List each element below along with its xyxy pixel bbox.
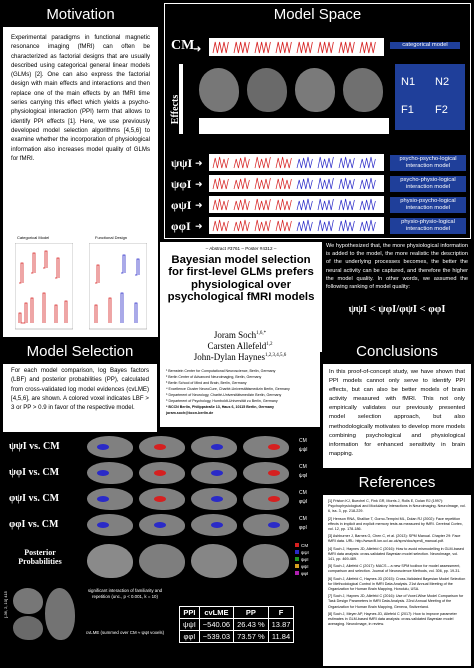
conclusions-text: In this proof-of-concept study, we have shown that PPI models cannot only serve to identify PPI effects, but can also be better models of brain activity measured with fMRI. This not only empirically validates our previously presented model selection approach, but also methodologically motivates to develop more models combining psychological and physiological information for enhanced sensitivity in brain mapping. bbox=[329, 369, 465, 457]
legend-label: ψφI bbox=[301, 557, 309, 562]
regressor-trace bbox=[276, 178, 291, 189]
regressor-trace bbox=[213, 199, 228, 210]
cm-label: CM bbox=[171, 38, 195, 53]
factor-f2: F2 bbox=[435, 104, 448, 116]
functional-design-matrix bbox=[89, 243, 147, 331]
affiliations bbox=[166, 368, 316, 416]
ppi-label-2: φψI bbox=[171, 198, 192, 212]
categorical-design-matrix bbox=[15, 243, 73, 331]
regressor-trace bbox=[297, 178, 312, 189]
references-panel bbox=[323, 471, 471, 666]
result-brain-coronal bbox=[13, 616, 43, 640]
effects-bars bbox=[199, 118, 389, 134]
author-allefeld: Carsten Allefeld bbox=[207, 341, 267, 351]
ppi-arrow-icon: ➜ bbox=[195, 200, 203, 210]
poster-title: Bayesian model selection for first-level GLMs prefers physiological over psychological fMRI models bbox=[167, 254, 315, 304]
reference-item: [3] Ashburner J, Barnes G, Chen C, et al. (2013): SPM Manual. Chapter 29: Face fMRI data. URL: http://www.fil.ion.ucl.ac.uk/spm/doc/spm8_manual.pdf. bbox=[328, 534, 461, 544]
cm-trace bbox=[276, 42, 291, 53]
table-header-cell: cvLME bbox=[199, 607, 233, 619]
regressor-trace bbox=[234, 157, 249, 168]
ppi-regressors-2 bbox=[209, 196, 384, 213]
posterior-brain-4 bbox=[243, 544, 289, 578]
reference-item: [1] Friston KJ, Buechel C, Fink GR, Morris J, Rolls E, Dolan RJ (1997): Psychophysiological and Modulatory Interactions in Neuroimaging. NeuroImage, vol. 6, iss. 3, pp. 218-229. bbox=[328, 499, 466, 514]
conclusions-panel bbox=[323, 340, 471, 468]
posterior-legend-item bbox=[295, 570, 321, 577]
regressor-trace bbox=[255, 178, 270, 189]
authors-block bbox=[160, 328, 320, 427]
affiliation-line: ¹ Bernstein Center for Computational Neuroscience, Berlin, Germany bbox=[166, 369, 276, 373]
ppi-desc-3: physio-physio-logical interaction model bbox=[390, 218, 466, 234]
reference-item: [8] Soch J, Meyer AP, Haynes JD, Allefeld C (2017): How to improve parameter estimates in GLM-based fMRI data analysis: cross-validated Bayesian model averaging. NeuroImage, in review. bbox=[328, 611, 457, 627]
regressor-trace bbox=[255, 157, 270, 168]
author-line-3 bbox=[160, 352, 320, 362]
ppi-label-3: φφI bbox=[171, 219, 191, 233]
regressor-trace bbox=[339, 157, 354, 168]
comparison-brain bbox=[191, 488, 237, 510]
table-cell: φφI bbox=[180, 631, 200, 643]
brain-slice-1 bbox=[199, 68, 239, 112]
regressor-trace bbox=[318, 178, 333, 189]
legend-model-b: φφI bbox=[299, 525, 307, 531]
hypothesis-panel bbox=[323, 242, 471, 328]
table-cell: ψψI bbox=[180, 619, 200, 631]
legend-swatch bbox=[295, 543, 299, 547]
brain-slice-4 bbox=[343, 68, 383, 112]
regressor-trace bbox=[318, 220, 333, 231]
ppi-arrow-icon: ➜ bbox=[195, 158, 203, 168]
factor-n1: N1 bbox=[401, 76, 416, 88]
regressor-trace bbox=[255, 220, 270, 231]
legend-model-a: CM bbox=[299, 438, 307, 444]
model-space-panel bbox=[164, 3, 471, 239]
legend-model-b: ψφI bbox=[299, 473, 308, 479]
comparison-brain bbox=[191, 514, 237, 536]
cm-trace bbox=[339, 42, 354, 53]
activation-blob bbox=[211, 470, 223, 476]
regressor-trace bbox=[213, 157, 228, 168]
affiliation-line: ⁴ Excellence Cluster NeuroCure, Charité-Universitätsmedizin Berlin, Germany bbox=[166, 387, 290, 391]
activation-blob bbox=[97, 444, 109, 450]
regressor-trace bbox=[276, 220, 291, 231]
ppi-desc-0: psycho-psycho-logical interaction model bbox=[390, 155, 466, 171]
ppi-arrow-icon: ➜ bbox=[195, 179, 203, 189]
comparison-brain bbox=[191, 462, 237, 484]
model-selection-panel bbox=[3, 340, 157, 432]
comparison-brain bbox=[87, 514, 133, 536]
cm-arrow-icon: ➜ bbox=[193, 44, 202, 55]
table-cell: 11.84 bbox=[268, 631, 294, 643]
cvlme-note: cvLME (summed over CM ≈ ψψI voxels) bbox=[85, 630, 165, 635]
reference-item: [6] Soch J, Allefeld C, Haynes JD (2015): Cross-Validated Bayesian Model Selection for Methodological Control in fMRI Data Analysis. 21st Annual Meeting of the Organization for Human Brain Mapping, Honolulu, USA. bbox=[328, 576, 466, 592]
comparison-brain bbox=[243, 436, 289, 458]
author-haynes-sup: 1,2,3,4,5,6 bbox=[265, 353, 287, 358]
abstract-number: – Abstract #3761 – Poster #4312 – bbox=[205, 246, 277, 251]
regressor-trace bbox=[318, 199, 333, 210]
ppi-arrow-icon: ➜ bbox=[195, 221, 203, 231]
cm-regressors bbox=[209, 38, 384, 56]
regressor-trace bbox=[360, 157, 375, 168]
legend-model-a: CM bbox=[299, 490, 307, 496]
posterior-legend-item bbox=[295, 549, 321, 556]
references-title: References bbox=[323, 471, 471, 495]
results-table bbox=[179, 606, 294, 643]
motivation-text: Experimental paradigms in functional magnetic resonance imaging (fMRI) can often be characterized as factorial designs that are usually described using categorical general linear models (GLMs) [2]. One can also express the factorial design with main effects and interactions and then replace one of the main effects by an fMRI time series carrying this effect which yields a psycho-physiological interaction (PPI) term that allows to identify PPI effects [1]. Here, we use previously developed model selection algorithms [4,5,6] to examine whether the incorporation of physiological information also increases model quality of GLMs for fMRI. bbox=[11, 34, 150, 162]
regressor-trace bbox=[276, 199, 291, 210]
affiliation-line: ² Berlin Center of Advanced Neuroimaging, Berlin, Germany bbox=[166, 375, 262, 379]
interaction-note: significant interaction of familiarity and repetition (unc., p < 0.001, k = 10) bbox=[87, 588, 163, 599]
effects-label: Effects bbox=[170, 94, 182, 125]
activation-blob bbox=[211, 496, 223, 502]
ppi-label-1: ψφI bbox=[171, 177, 192, 191]
author-line-1 bbox=[160, 330, 320, 340]
table-row bbox=[180, 619, 294, 631]
legend-swatch bbox=[295, 550, 299, 554]
activation-blob bbox=[211, 522, 223, 528]
cm-trace bbox=[360, 42, 375, 53]
posterior-legend-item bbox=[295, 563, 321, 570]
activation-blob bbox=[154, 470, 166, 476]
comparison-label-0: ψψI vs. CM bbox=[9, 441, 60, 452]
effects-brains bbox=[199, 64, 389, 116]
factor-grid bbox=[395, 64, 465, 130]
cm-desc: categorical model bbox=[390, 42, 460, 49]
affiliation-line: ³ Berlin School of Mind and Brain, Berlin, Germany bbox=[166, 381, 247, 385]
legend-model-a: CM bbox=[299, 516, 307, 522]
regressor-trace bbox=[297, 220, 312, 231]
result-brain-axial bbox=[45, 588, 75, 640]
table-row bbox=[180, 631, 294, 643]
reference-item: [7] Soch J, Haynes JD, Allefeld C (2016): Use of Voxel-Wise Model Comparison for Task Design Parameters in fMRI Data Analysis. 22nd Annual Meeting of the Organization for Human Brain Mapping, Geneva, Switzerland. bbox=[328, 594, 464, 609]
ppi-regressors-3 bbox=[209, 217, 384, 234]
posterior-legend-item bbox=[295, 556, 321, 563]
cm-trace bbox=[213, 42, 228, 53]
comparison-label-1: ψφI vs. CM bbox=[9, 467, 60, 478]
table-header-cell: F bbox=[268, 607, 294, 619]
activation-blob bbox=[268, 444, 280, 450]
factor-n2: N2 bbox=[435, 76, 450, 88]
comparison-label-2: φψI vs. CM bbox=[9, 493, 60, 504]
comparison-brain bbox=[87, 488, 133, 510]
cm-trace bbox=[318, 42, 333, 53]
activation-blob bbox=[97, 522, 109, 528]
legend-swatch bbox=[295, 557, 299, 561]
activation-blob bbox=[268, 496, 280, 502]
motivation-panel bbox=[3, 3, 158, 337]
regressor-trace bbox=[297, 199, 312, 210]
affiliation-line: ⁶ Department of Psychology, Humboldt-Universität zu Berlin, Germany bbox=[166, 399, 278, 403]
activation-blob bbox=[97, 496, 109, 502]
author-soch-sup: 1,6,* bbox=[256, 331, 267, 336]
activation-blob bbox=[268, 470, 280, 476]
table-cell: −539.03 bbox=[199, 631, 233, 643]
hypothesis-text: We hypothesized that, the more physiological information is added to the model, the more realistic the description of the underlying processes becomes, the better the neural activity can be captured, and therefore the higher the model quality. In other words, we assumed the following ranking of model quality: bbox=[326, 243, 468, 291]
comparison-brain bbox=[139, 462, 185, 484]
model-selection-title: Model Selection bbox=[3, 340, 157, 364]
activation-blob bbox=[154, 444, 166, 450]
posterior-brain-1 bbox=[87, 544, 133, 578]
factor-f1: F1 bbox=[401, 104, 414, 116]
cm-trace bbox=[255, 42, 270, 53]
regressor-trace bbox=[234, 220, 249, 231]
posterior-legend-item bbox=[295, 542, 321, 549]
activation-blob bbox=[154, 496, 166, 502]
functional-design-title: Functional Design bbox=[95, 235, 128, 240]
model-ranking: ψψI < ψφI/φψI < φφI bbox=[348, 304, 446, 315]
posterior-label: Posterior Probabilities bbox=[18, 548, 62, 566]
posterior-brain-2 bbox=[139, 544, 185, 578]
conclusions-title: Conclusions bbox=[323, 340, 471, 364]
ppi-desc-2: physio-psycho-logical interaction model bbox=[390, 197, 466, 213]
legend-label: φφI bbox=[301, 571, 309, 576]
comparison-brain bbox=[139, 488, 185, 510]
affiliation-line: ⁵ Department of Neurology, Charité-Universitätsmedizin Berlin, Germany bbox=[166, 393, 282, 397]
activation-blob bbox=[97, 470, 109, 476]
result-coord: [-36, 2, 10] 415 bbox=[3, 591, 8, 618]
reference-item: [5] Soch J, Allefeld C (2017): MACS – a new SPM toolbox for model assessment, comparison and selection. Journal of Neuroscience Methods, vol. 306, pp. 19-31. bbox=[328, 564, 461, 574]
legend-label: φψI bbox=[301, 564, 309, 569]
regressor-trace bbox=[339, 178, 354, 189]
regressor-trace bbox=[360, 199, 375, 210]
legend-swatch bbox=[295, 571, 299, 575]
regressor-trace bbox=[339, 220, 354, 231]
table-cell: −540.06 bbox=[199, 619, 233, 631]
motivation-title: Motivation bbox=[3, 3, 158, 27]
categorical-model-title: Categorical Model bbox=[17, 235, 50, 240]
effects-captions bbox=[199, 136, 389, 154]
ppi-regressors-0 bbox=[209, 154, 384, 171]
comparison-brain bbox=[243, 514, 289, 536]
regressor-trace bbox=[360, 220, 375, 231]
activation-blob bbox=[268, 522, 280, 528]
table-cell: 26.43 % bbox=[234, 619, 269, 631]
regressor-trace bbox=[234, 178, 249, 189]
legend-label: ψψI bbox=[301, 550, 309, 555]
result-figure bbox=[3, 584, 320, 666]
affiliation-line: * BCCN Berlin, Philippstraße 13, Haus 6, 10115 Berlin, Germany bbox=[166, 405, 275, 409]
motivation-figure bbox=[11, 235, 150, 331]
comparison-brain bbox=[243, 488, 289, 510]
references-list bbox=[328, 499, 466, 629]
author-allefeld-sup: 1,2 bbox=[266, 342, 273, 347]
reference-item: [2] Henson RNA, Shallice T, Gorno-Tempini ML, Dolan RJ (2002): Face repetition effects in implicit and explicit memory tests as measured by fMRI. Cerebral Cortex, vol. 12, pp. 178-186. bbox=[328, 516, 463, 532]
regressor-trace bbox=[297, 157, 312, 168]
result-brain-sagittal bbox=[13, 588, 43, 614]
table-cell: 73.57 % bbox=[234, 631, 269, 643]
ppi-regressors-1 bbox=[209, 175, 384, 192]
cm-trace bbox=[297, 42, 312, 53]
cm-trace bbox=[234, 42, 249, 53]
brain-slice-3 bbox=[295, 68, 335, 112]
posterior-brain-3 bbox=[191, 544, 237, 578]
ppi-desc-1: psycho-physio-logical interaction model bbox=[390, 176, 466, 192]
regressor-trace bbox=[255, 199, 270, 210]
table-header-cell: PP bbox=[234, 607, 269, 619]
model-space-title: Model Space bbox=[273, 6, 362, 23]
legend-model-b: ψψI bbox=[299, 447, 308, 453]
activation-blob bbox=[154, 522, 166, 528]
regressor-trace bbox=[276, 157, 291, 168]
reference-item: [4] Soch J, Haynes JD, Allefeld C (2016): How to avoid mismodelling in GLM-based fMRI data analysis: cross-validated Bayesian model selection. NeuroImage, vol. 141, pp. 469-489. bbox=[328, 546, 464, 562]
author-line-2 bbox=[160, 341, 320, 351]
brain-slice-2 bbox=[247, 68, 287, 112]
table-cell: 13.87 bbox=[268, 619, 294, 631]
comparison-brain bbox=[139, 436, 185, 458]
regressor-trace bbox=[213, 178, 228, 189]
author-soch: Joram Soch bbox=[213, 330, 257, 340]
comparison-brain bbox=[87, 462, 133, 484]
comparison-brain bbox=[191, 436, 237, 458]
regressor-trace bbox=[234, 199, 249, 210]
posterior-row bbox=[3, 540, 320, 582]
table-header-cell: PPI bbox=[180, 607, 200, 619]
table-header-row bbox=[180, 607, 294, 619]
legend-model-b: φψI bbox=[299, 499, 308, 505]
activation-blob bbox=[211, 444, 223, 450]
effects-arrow-icon bbox=[179, 64, 193, 134]
legend-label: CM bbox=[301, 543, 309, 548]
model-selection-text: For each model comparison, log Bayes factors (LBF) and posterior probabilities (PP), calculated from cross-validated log model evidences (cvLME) [4,5,6], are shown. A colored voxel indicates LBF > 3 or PP > 0.9 in favor of the respective model. bbox=[11, 367, 149, 412]
author-haynes: John-Dylan Haynes bbox=[193, 352, 265, 362]
comparison-brain bbox=[243, 462, 289, 484]
legend-model-a: CM bbox=[299, 464, 307, 470]
regressor-trace bbox=[318, 157, 333, 168]
posterior-legend bbox=[295, 542, 321, 582]
comparison-brain bbox=[87, 436, 133, 458]
ppi-label-0: ψψI bbox=[171, 156, 193, 170]
legend-swatch bbox=[295, 564, 299, 568]
regressor-trace bbox=[360, 178, 375, 189]
regressor-trace bbox=[339, 199, 354, 210]
comparison-brain bbox=[139, 514, 185, 536]
contact-email[interactable]: joram.soch@bccn-berlin.de bbox=[166, 411, 214, 415]
regressor-trace bbox=[213, 220, 228, 231]
comparison-label-3: φφI vs. CM bbox=[9, 519, 59, 530]
ppi-rows bbox=[165, 154, 470, 238]
